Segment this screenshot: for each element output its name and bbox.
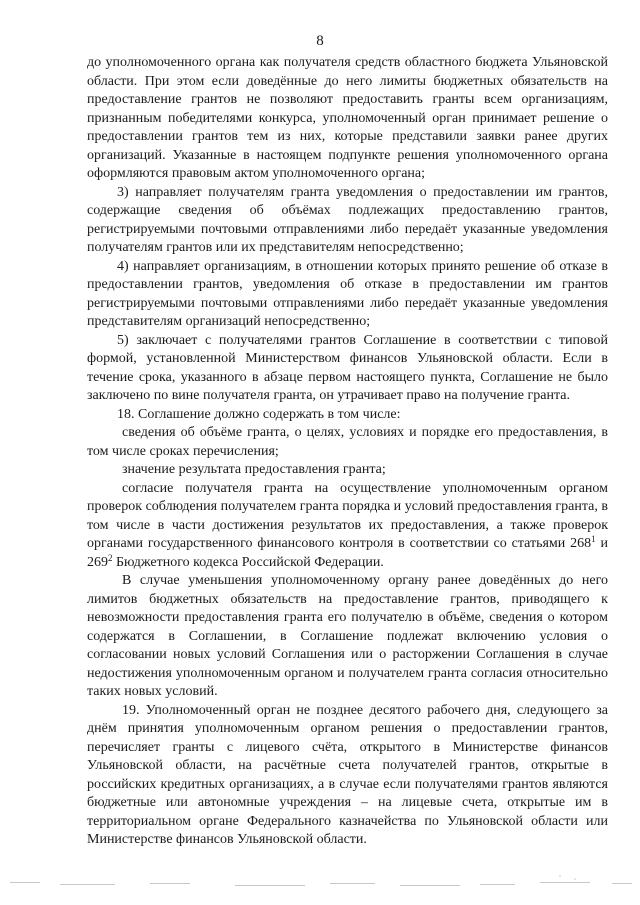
scan-speck	[235, 885, 305, 886]
scan-speck	[150, 883, 190, 884]
paragraph-item-3: 3) направляет получателям гранта уведомления о предоставлении им грантов, содержащие сведения об объёмах подлежащих предоставлению грантов, регистрируемыми почтовыми отправлениями либо передаёт указанные уведомления получателям грантов или их представителям непосредственно;	[87, 184, 608, 255]
scan-speck	[60, 884, 115, 885]
scan-speck	[330, 883, 375, 884]
paragraph-clause-19: 19. Уполномоченный орган не позднее десятого рабочего дня, следующего за днём принятия уполномоченным органом решения о предоставлении грантов, перечисляет гранты с лицевого счёта, открытого в Министерстве финансов Ульяновской области, на расчётные счета получателей грантов, открытые в российских кредитных организациях, а в случае если получателями грантов являются бюджетные или автономные учреждения – на лицевые счета, открытые им в территориальном органе Федерального казначейства по Ульяновской области или Министерстве финансов Ульяновской области.	[87, 702, 608, 847]
document-body	[87, 54, 608, 850]
paragraph-item-5: 5) заключает с получателями грантов Соглашение в соответствии с типовой формой, установленной Министерством финансов Ульяновской области. Если в течение срока, указанного в абзаце первом настоящего пункта, Соглашение не было заключено по вине получателя гранта, он утрачивает право на получение гранта.	[87, 332, 608, 403]
paragraph-continuation: до уполномоченного органа как получателя средств областного бюджета Ульяновской области. При этом если доведённые до него лимиты бюджетных обязательств на предоставление грантов не позволяют предоставить гранты всем организациям, признанным победителями конкурса, уполномоченный орган принимает решение о предоставлении грантов тем из них, которые представили заявки ранее других организаций. Указанные в настоящем подпункте решения уполномоченного органа оформляются правовым актом уполномоченного органа;	[87, 55, 608, 181]
article-superscript-2: 2	[108, 552, 113, 563]
audit-consent-and: и 269	[87, 536, 608, 570]
audit-consent-end: Бюджетного кодекса Российской Федерации.	[112, 554, 384, 570]
scan-speck	[400, 885, 460, 886]
scan-speck	[559, 875, 561, 877]
audit-consent-text: согласие получателя гранта на осуществление уполномоченным органом проверок соблюдения получателем гранта порядка и условий предоставления гранта, в том числе в части достижения результатов их предоставления, а также проверок органами государственного финансового контроля в соответствии со статьями 268	[87, 480, 608, 551]
paragraph-grant-result: значение результата предоставления гранта;	[122, 462, 386, 477]
scan-speck	[574, 878, 576, 880]
article-superscript-1: 1	[591, 534, 596, 544]
scan-speck	[10, 882, 40, 883]
page-number: 8	[316, 33, 324, 49]
paragraph-clause-18: 18. Соглашение должно содержать в том числе:	[117, 406, 401, 422]
paragraph-item-4: 4) направляет организациям, в отношении которых принято решение об отказе в предоставлении грантов, уведомления об отказе в предоставлении им грантов регистрируемыми почтовыми отправлениями либо передаёт указанные уведомления представителям организаций непосредственно;	[87, 258, 608, 329]
scan-speck	[612, 883, 632, 884]
scan-speck	[480, 884, 515, 885]
paragraph-audit-consent	[87, 480, 608, 573]
paragraph-limits-reduction: В случае уменьшения уполномоченному органу ранее доведённых до него лимитов бюджетных обязательств на предоставление грантов, приводящего к невозможности предоставления гранта его получателю в объёме, сведения о котором содержатся в Соглашении, в Соглашение подлежат включению условия о согласовании новых условий Соглашения или о расторжении Соглашения в случае недостижения уполномоченным органом и получателем гранта согласия относительно таких новых условий.	[87, 573, 608, 699]
scan-artifacts	[0, 870, 640, 905]
paragraph-grant-info: сведения об объёме гранта, о целях, условиях и порядке его предоставления, в том числе сроках перечисления;	[87, 425, 608, 459]
scan-speck	[540, 882, 590, 883]
